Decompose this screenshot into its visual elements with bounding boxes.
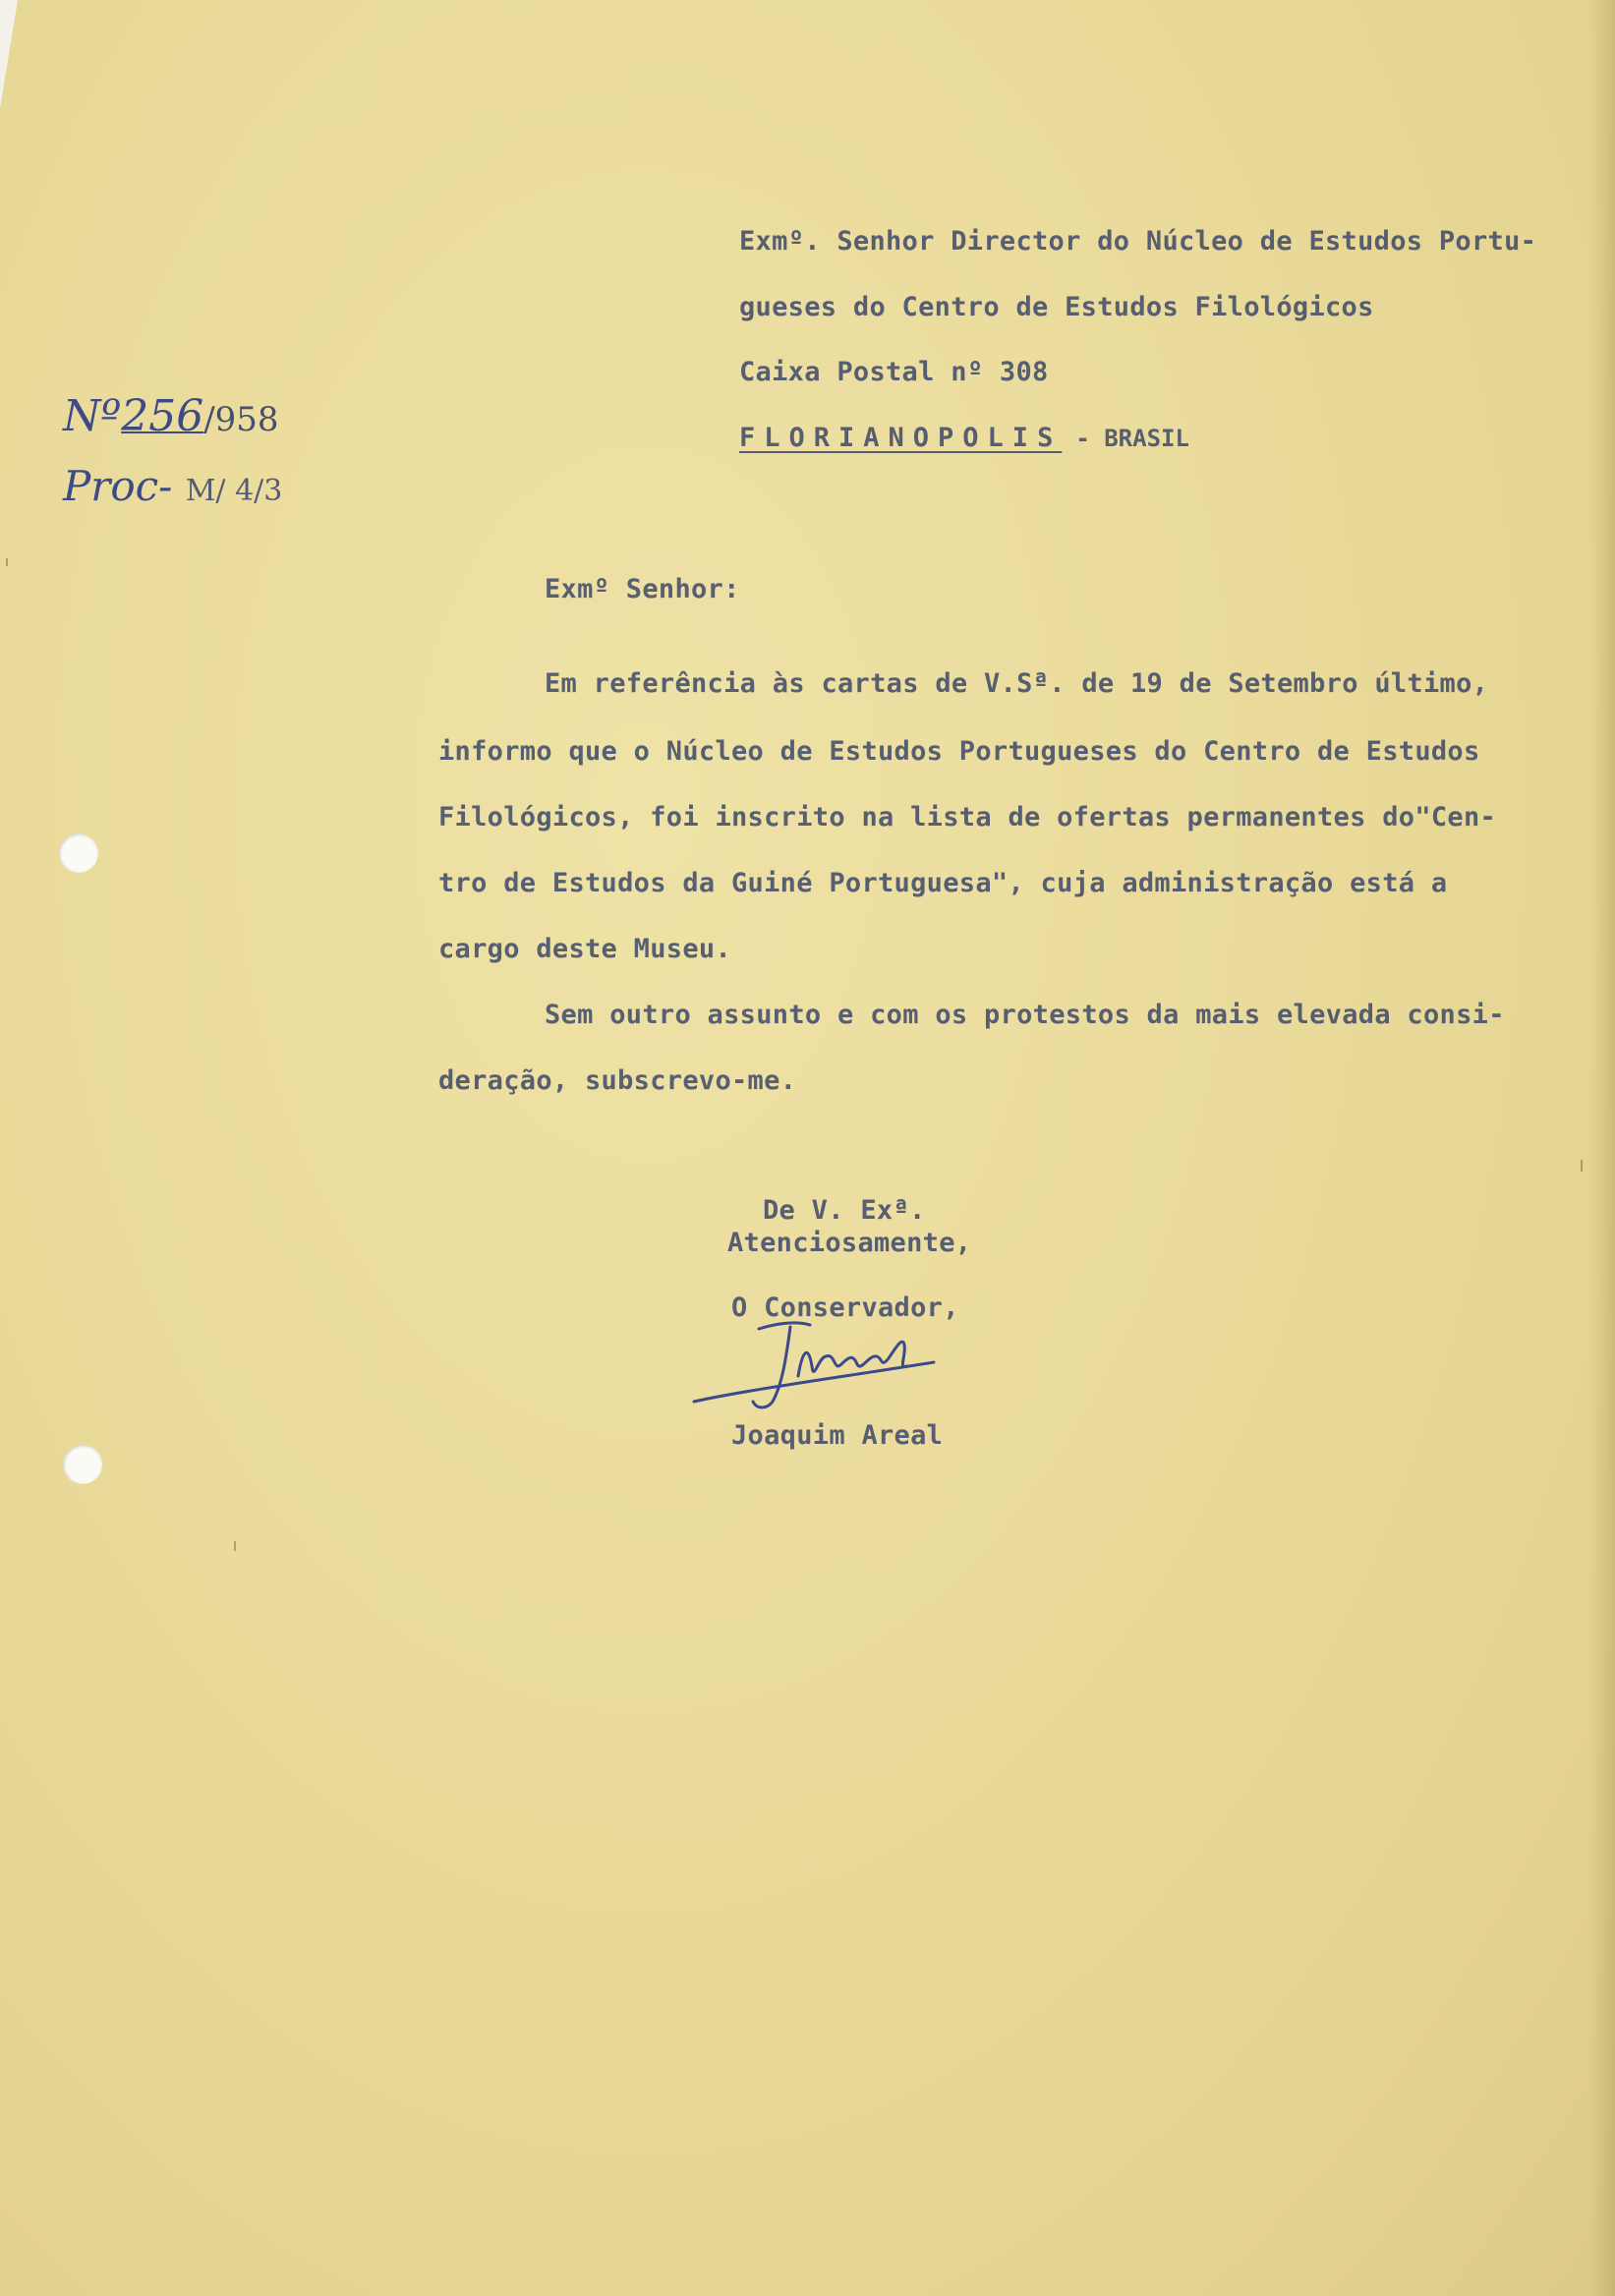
handwritten-process-code bbox=[63, 462, 282, 510]
closing-role: O Conservador, bbox=[731, 1292, 959, 1323]
process-code: M/ 4/3 bbox=[185, 474, 283, 508]
handwritten-number: 256 bbox=[121, 391, 204, 441]
address-line-1: Exmº. Senhor Director do Núcleo de Estudos Portu- bbox=[739, 226, 1537, 257]
body-line-2: informo que o Núcleo de Estudos Portugueses do Centro de Estudos bbox=[438, 736, 1480, 767]
address-city-line bbox=[739, 406, 1189, 471]
body-line-3: Filológicos, foi inscrito na lista de ofertas permanentes do"Cen- bbox=[438, 802, 1497, 832]
body-line-6: Sem outro assunto e com os protestos da mais elevada consi- bbox=[545, 1000, 1505, 1030]
paper-edge-shadow bbox=[1589, 0, 1615, 2296]
body-line-5: cargo deste Museu. bbox=[438, 934, 731, 964]
handwritten-process-prefix: Proc- bbox=[63, 462, 173, 510]
body-line-1: Em referência às cartas de V.Sª. de 19 de Setembro último, bbox=[545, 668, 1489, 699]
address-line-3: Caixa Postal nº 308 bbox=[739, 357, 1049, 387]
body-line-4: tro de Estudos da Guiné Portuguesa", cuja administração está a bbox=[438, 868, 1448, 898]
paper-mark bbox=[6, 558, 8, 566]
punch-hole-top bbox=[59, 833, 98, 873]
paper-mark bbox=[234, 1541, 236, 1551]
address-line-2: gueses do Centro de Estudos Filológicos bbox=[739, 292, 1374, 322]
address-country: - BRASIL bbox=[1075, 425, 1189, 452]
address-city: FLORIANOPOLIS bbox=[739, 423, 1063, 453]
paper-mark bbox=[1581, 1160, 1583, 1172]
signatory-name: Joaquim Areal bbox=[731, 1420, 944, 1451]
handwritten-year: /958 bbox=[203, 400, 279, 439]
body-line-7: deração, subscrevo-me. bbox=[438, 1065, 797, 1096]
closing-line-2: Atenciosamente, bbox=[727, 1228, 972, 1258]
handwritten-number-prefix: Nº bbox=[63, 391, 122, 441]
punch-hole-bottom bbox=[63, 1445, 102, 1484]
salutation: Exmº Senhor: bbox=[545, 574, 740, 604]
handwritten-reference-number bbox=[63, 391, 279, 441]
torn-corner bbox=[0, 0, 18, 108]
closing-line-1: De V. Exª. bbox=[763, 1195, 926, 1226]
